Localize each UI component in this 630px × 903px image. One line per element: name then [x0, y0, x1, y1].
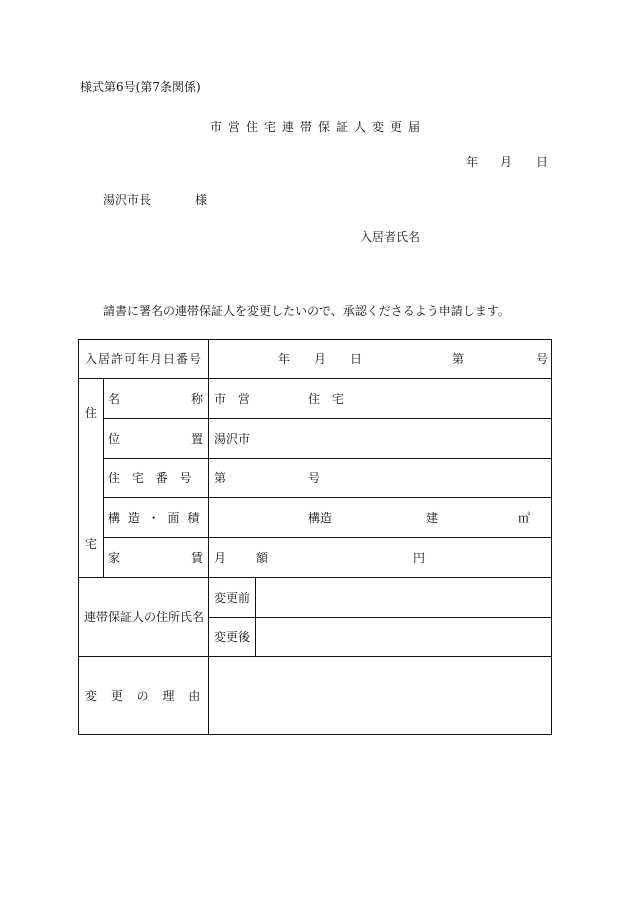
- location-label-first: 位: [108, 432, 121, 446]
- rent-gaku: 額: [256, 551, 269, 565]
- permit-month-label: 月: [314, 352, 327, 366]
- row-divider: [103, 418, 552, 419]
- name-label-first: 名: [108, 392, 121, 406]
- addressee-honorific: 様: [195, 193, 208, 207]
- permit-year-label: 年: [278, 352, 291, 366]
- housing-group-label-top: 住: [85, 406, 98, 420]
- column-divider: [255, 577, 256, 657]
- rent-label-first: 家: [108, 551, 121, 565]
- structure-kozo: 構造: [308, 511, 333, 525]
- structure-area-unit: ㎡: [518, 511, 531, 525]
- after-change-label: 変更後: [214, 630, 251, 644]
- form-number: 様式第6号(第7条関係): [80, 80, 201, 94]
- addressee-mayor: 湯沢市長: [103, 193, 152, 207]
- row-divider: [103, 497, 552, 498]
- application-statement: 請書に署名の連帯保証人を変更したいので、承認くださるよう申請します。: [103, 304, 510, 318]
- change-reason-label: 変 更 の 理 由: [85, 689, 206, 703]
- row-divider: [78, 656, 552, 657]
- form-title: 市営住宅連帯保証人変更届: [210, 120, 427, 134]
- housing-group-label-bottom: 宅: [85, 537, 98, 551]
- location-value: 湯沢市: [214, 432, 251, 446]
- house-number-label: 住 宅 番 号: [108, 471, 196, 485]
- date-year-label: 年: [466, 155, 479, 169]
- row-divider: [78, 378, 552, 379]
- date-month-label: 月: [500, 155, 513, 169]
- applicant-name-label: 入居者氏名: [360, 230, 421, 244]
- row-divider: [78, 577, 552, 578]
- permit-day-label: 日: [350, 352, 363, 366]
- column-divider: [103, 378, 104, 577]
- table-border-bottom: [78, 734, 552, 735]
- location-label-second: 置: [191, 432, 204, 446]
- row-divider: [103, 458, 552, 459]
- name-shiei: 市 営: [214, 392, 254, 406]
- name-label-second: 称: [191, 392, 204, 406]
- name-jutaku: 住 宅: [308, 392, 348, 406]
- column-divider: [208, 339, 209, 735]
- house-number-dai: 第: [214, 471, 227, 485]
- rent-label-second: 賃: [191, 551, 204, 565]
- structure-area-label: 構 造 ・ 面 積: [108, 511, 202, 525]
- table-border-left: [78, 339, 79, 735]
- row-divider: [103, 537, 552, 538]
- date-day-label: 日: [536, 155, 549, 169]
- structure-ken: 建: [426, 511, 439, 525]
- rent-yen: 円: [413, 551, 426, 565]
- application-table: [78, 339, 552, 735]
- house-number-go: 号: [308, 471, 321, 485]
- permit-dai-label: 第: [452, 352, 465, 366]
- permit-date-number-label: 入居許可年月日番号: [85, 352, 203, 366]
- before-change-label: 変更前: [214, 591, 251, 605]
- guarantor-address-name-label: 連帯保証人の住所氏名: [84, 610, 205, 624]
- rent-getsu: 月: [214, 551, 227, 565]
- table-border-top: [78, 339, 552, 340]
- permit-go-label: 号: [536, 352, 549, 366]
- row-divider: [208, 617, 552, 618]
